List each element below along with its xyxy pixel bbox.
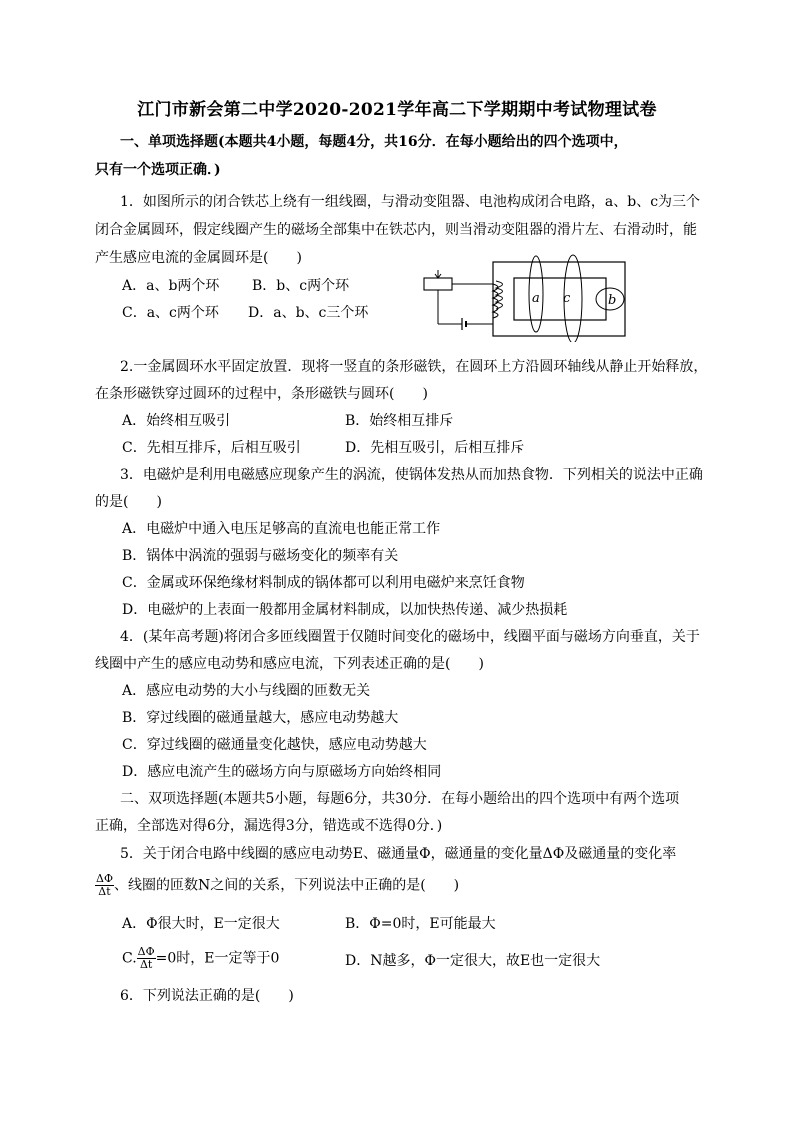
- q1-line1: 1．如图所示的闭合铁芯上绕有一组线圈，与滑动变阻器、电池构成闭合电路，a、b、c为三个: [120, 194, 701, 210]
- q5-rate-fraction: [95, 873, 114, 898]
- q1-figure-label-a: a: [532, 291, 540, 306]
- q1-line3: 产生感应电流的金属圆环是( ): [95, 250, 302, 266]
- q2-line2: 在条形磁铁穿过圆环的过程中，条形磁铁与圆环( ): [95, 386, 428, 402]
- q5-option-c: [122, 946, 279, 971]
- section1-heading-line2: 只有一个选项正确．): [95, 162, 221, 178]
- q4-option-c: C．穿过线圈的磁通量变化越快，感应电动势越大: [122, 737, 427, 753]
- q3-option-b: B．锅体中涡流的强弱与磁场变化的频率有关: [122, 548, 399, 564]
- q5-option-a: A．Φ很大时，E一定很大: [122, 916, 280, 932]
- q3-option-c: C．金属或环保绝缘材料制成的锅体都可以利用电磁炉来烹饪食物: [122, 575, 525, 591]
- q4-option-a: A．感应电动势的大小与线圈的匝数无关: [122, 683, 371, 699]
- section2-heading-line1: 二、双项选择题(本题共5小题，每题6分，共30分．在每小题给出的四个选项中有两个选项: [120, 791, 680, 807]
- section1-heading-line1: 一、单项选择题(本题共4小题，每题4分，共16分．在每小题给出的四个选项中，: [120, 134, 628, 150]
- q5-line1: 5．关于闭合电路中线圈的感应电动势E、磁通量Φ，磁通量的变化量ΔΦ及磁通量的变化率: [120, 846, 677, 862]
- q4-line1: 4．(某年高考题)将闭合多匝线圈置于仅随时间变化的磁场中，线圈平面与磁场方向垂直，关于: [120, 629, 700, 645]
- q5-option-c-suffix: =0时，E一定等于0: [155, 950, 280, 967]
- q2-option-d: D．先相互吸引，后相互排斥: [345, 440, 525, 456]
- q2-option-b: B．始终相互排斥: [345, 413, 454, 429]
- q4-option-d: D．感应电流产生的磁场方向与原磁场方向始终相同: [122, 764, 442, 780]
- q1-option-d: D．a、b、c三个环: [248, 305, 369, 321]
- q5-line2-text: 、线圈的匝数N之间的关系，下列说法中正确的是( ): [113, 877, 460, 894]
- q1-circuit-figure: [418, 250, 638, 342]
- q5-fraction-denominator: Δt: [98, 885, 111, 898]
- exam-title: 江门市新会第二中学2020-2021学年高二下学期期中考试物理试卷: [137, 100, 657, 120]
- q5-option-c-prefix: C.: [122, 950, 137, 967]
- q1-figure-label-c: c: [563, 291, 571, 306]
- section2-heading-line2: 正确，全部选对得6分，漏选得3分，错选或不选得0分．): [95, 818, 443, 834]
- q5-option-c-fraction: [137, 946, 156, 971]
- q1-figure-label-b: b: [608, 293, 617, 308]
- q1-option-c: C．a、c两个环: [122, 305, 219, 321]
- q1-option-b: B．b、c两个环: [252, 278, 350, 294]
- q4-option-b: B．穿过线圈的磁通量越大，感应电动势越大: [122, 710, 399, 726]
- q2-option-a: A．始终相互吸引: [122, 413, 231, 429]
- q3-option-a: A．电磁炉中通入电压足够高的直流电也能正常工作: [122, 521, 441, 537]
- q1-option-a: A．a、b两个环: [122, 278, 220, 294]
- q3-line1: 3．电磁炉是利用电磁感应现象产生的涡流，使锅体发热从而加热食物．下列相关的说法中正确: [120, 467, 703, 483]
- q5-option-c-numerator: ΔΦ: [137, 945, 155, 958]
- q5-line2: [95, 873, 459, 898]
- q2-option-c: C．先相互排斥，后相互吸引: [122, 440, 301, 456]
- q5-option-d: D．N越多，Φ一定很大，故E也一定很大: [345, 953, 601, 969]
- q1-line2: 闭合金属圆环，假定线圈产生的磁场全部集中在铁芯内，则当滑动变阻器的滑片左、右滑动时，能: [95, 222, 697, 238]
- q3-option-d: D．电磁炉的上表面一般都用金属材料制成，以加快热传递、减少热损耗: [122, 602, 568, 618]
- q5-option-b: B．Φ=0时，E可能最大: [345, 916, 496, 932]
- q6-line1: 6．下列说法正确的是( ): [120, 988, 294, 1004]
- q5-fraction-numerator: ΔΦ: [96, 872, 113, 885]
- q3-line2: 的是( ): [95, 494, 162, 510]
- q4-line2: 线圈中产生的感应电动势和感应电流，下列表述正确的是( ): [95, 656, 484, 672]
- q5-option-c-denominator: Δt: [139, 958, 153, 971]
- q2-line1: 2.一金属圆环水平固定放置．现将一竖直的条形磁铁，在圆环上方沿圆环轴线从静止开始释放，: [120, 359, 708, 375]
